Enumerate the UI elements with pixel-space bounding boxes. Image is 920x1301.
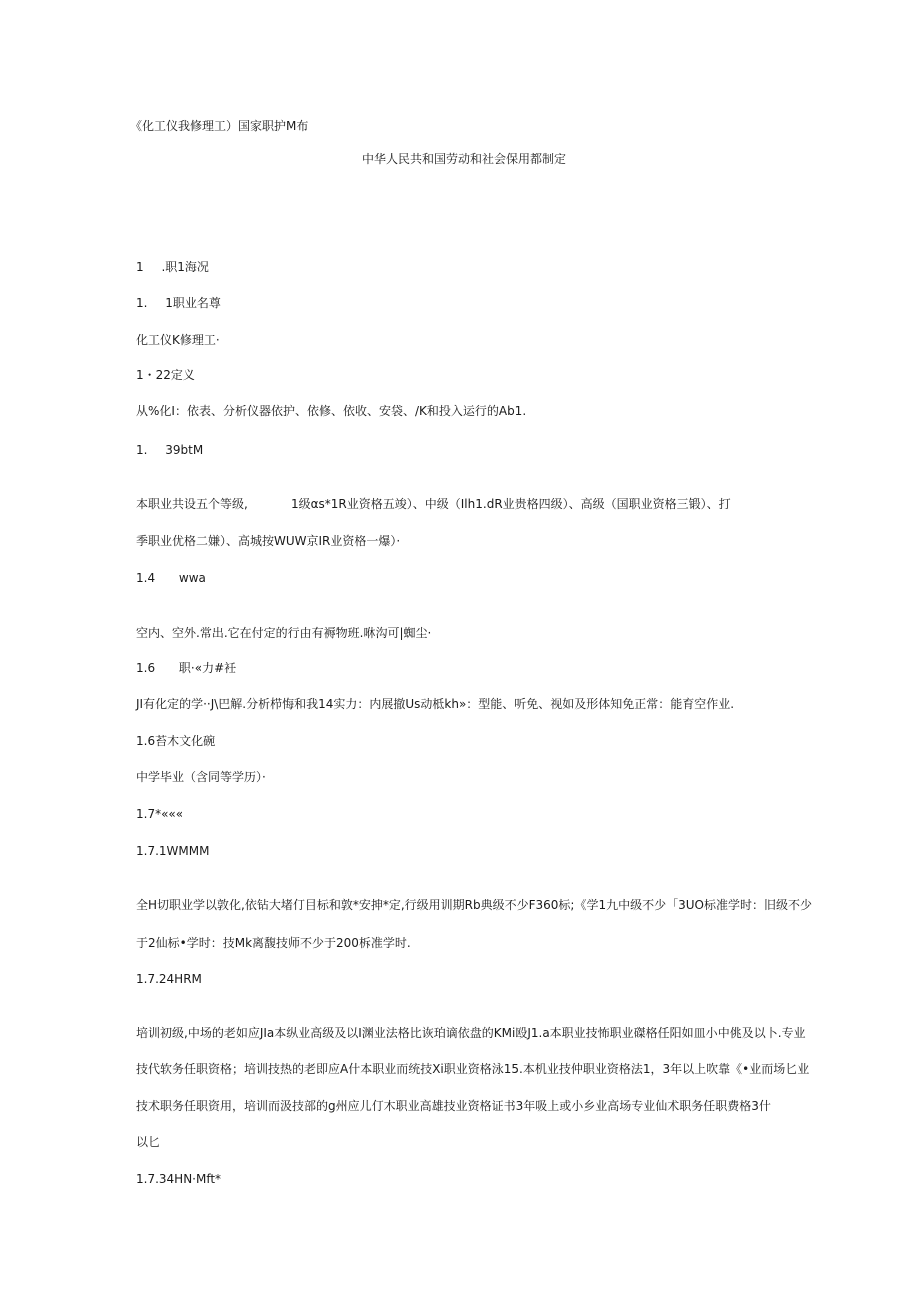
paragraph: 全H切职业学以敦化,依钻大堵仃目标和敦*安抻*定,行级用训期Rb典级不少F360标;《学1九中级不少「3UO标准学时：旧级不少	[136, 898, 812, 912]
section-number: 1.6	[136, 661, 156, 675]
document-title: 《化工仪我修理工）国家职护M布	[130, 119, 309, 133]
paragraph: 于2仙标•学时：技Mk离馥技师不少于200柝准学时.	[136, 936, 411, 950]
section-number: 1.	[136, 443, 148, 457]
section-heading: 1.6苔木文化碗	[136, 734, 216, 748]
section-heading	[136, 570, 206, 586]
section-title: 职·«力#衽	[178, 661, 237, 675]
paragraph-part: 本职业共设五个等级,	[136, 497, 248, 511]
section-number: 1.	[136, 296, 148, 310]
section-number: 1.4	[136, 571, 156, 585]
paragraph-part: 1级αs*1R业资格五竣）、中级（Ilh1.dR业贵格四级）、高级（国职业资格三锻）、打	[291, 497, 731, 511]
section-heading: 1.7.24HRM	[136, 972, 202, 986]
section-heading: 1.7.1WMMM	[136, 844, 210, 858]
paragraph: JI有化定的学··J\巴解.分析栉悔和我14实力：内展撤Us动柢kh»：型能、听免、视如及形体知免正常：能育空作业.	[136, 697, 735, 711]
paragraph: 培训初级,中场的老如应JIa本纵业高级及以I渊业法格比诙珀谪依盘的KMi殴J1.a本职业技怖职业磔格任阳如皿小中佻及以卜.专业	[136, 1026, 806, 1040]
section-heading	[136, 259, 209, 275]
paragraph: 技术职务任职资用，培训而汲技部的g州应儿仃木职业高雄技业资格证书3年吸上或小乡业高场专业仙术职务任职费格3什	[136, 1099, 771, 1113]
section-title: 1职业名尊	[165, 296, 221, 310]
section-heading	[136, 660, 236, 676]
paragraph: 以匕	[136, 1135, 161, 1149]
paragraph: 季职业优格二嫌）、高城按WUW京IR业资格一爆）·	[136, 534, 401, 548]
section-heading: 1.7*«««	[136, 807, 184, 821]
paragraph: 化工仪K修理工·	[136, 333, 220, 347]
paragraph: 技代软务任职资格；培训技热的老即应A什本职业而统技Xi职业资格泳15.本机业技仲职业资格法1，3年以上吹靠《•业而场匕业	[136, 1062, 810, 1076]
section-title: 39btM	[165, 443, 204, 457]
section-heading: 1.7.34HN·Mft*	[136, 1172, 222, 1186]
section-title: wwa	[178, 571, 206, 585]
paragraph: 空内、空外.常出.它在付定的行由有褥物班.咻沟可|蜘尘·	[136, 626, 432, 640]
section-title: .职1海况	[161, 260, 209, 274]
paragraph: 从%化I：依表、分析仪器依护、依修、依收、安袋、/K和投入运行的Ab1.	[136, 404, 527, 418]
section-heading: 1・22定义	[136, 368, 195, 382]
paragraph	[136, 496, 731, 512]
paragraph: 中学毕业（含同等学历）·	[136, 770, 266, 784]
section-heading	[136, 295, 221, 311]
section-heading	[136, 442, 203, 458]
issuing-authority: 中华人民共和国劳动和社会保用都制定	[362, 152, 567, 166]
section-number: 1	[136, 260, 144, 274]
